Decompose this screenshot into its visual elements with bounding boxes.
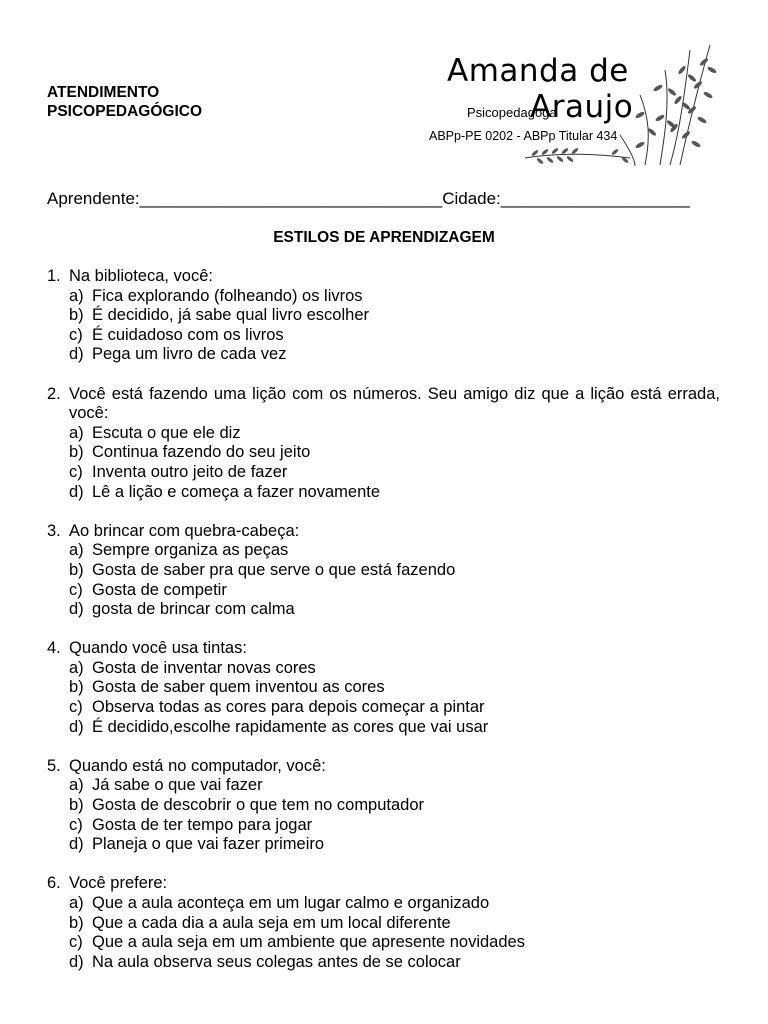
option-letter: c) [69, 325, 83, 344]
option-text: Já sabe o que vai fazer [92, 776, 263, 795]
question-text: Ao brincar com quebra-cabeça: [69, 521, 300, 540]
question-number: 4. [47, 639, 61, 658]
question-number: 5. [47, 756, 61, 775]
option-text: Gosta de saber pra que serve o que está fazendo [92, 560, 456, 579]
option-letter: a) [69, 658, 84, 677]
option-letter: a) [69, 541, 84, 560]
option-letter: d) [69, 482, 84, 501]
option-letter: c) [69, 815, 83, 834]
answer-option [69, 306, 720, 326]
answer-option [69, 483, 720, 503]
option-letter: a) [69, 776, 84, 795]
question-number: 1. [47, 267, 61, 285]
option-text: gosta de brincar com calma [92, 600, 295, 619]
answer-option [69, 953, 720, 973]
option-letter: d) [69, 600, 84, 619]
question-item [47, 267, 720, 365]
option-letter: a) [69, 423, 84, 442]
option-text: Fica explorando (folheando) os livros [92, 286, 363, 305]
option-letter: d) [69, 345, 84, 364]
option-letter: c) [69, 580, 83, 599]
answer-option [69, 581, 720, 601]
answer-option [69, 698, 720, 718]
option-text: Planeja o que vai fazer primeiro [92, 835, 325, 854]
learner-label: Aprendente: [47, 189, 140, 208]
option-text: Gosta de saber quem inventou as cores [92, 678, 385, 697]
brand-registration: ABPp-PE 0202 - ABPp Titular 434 [429, 129, 618, 143]
option-letter: a) [69, 894, 84, 912]
answer-option [69, 659, 720, 679]
learner-city-line [47, 189, 690, 209]
answer-option [69, 796, 720, 816]
option-letter: d) [69, 952, 84, 971]
question-stem [47, 757, 720, 777]
option-text: É decidido,escolhe rapidamente as cores que vai usar [92, 717, 489, 736]
answer-option [69, 914, 720, 934]
answer-option [69, 816, 720, 836]
answer-option [69, 443, 720, 463]
answer-option [69, 326, 720, 346]
option-text: Que a aula seja em um ambiente que apresente novidades [92, 933, 525, 952]
answer-option [69, 287, 720, 307]
question-text: Na biblioteca, você: [69, 267, 213, 285]
option-letter: b) [69, 913, 84, 932]
option-text: Gosta de competir [92, 580, 227, 599]
option-letter: b) [69, 678, 84, 697]
question-item [47, 385, 720, 503]
answer-option [69, 345, 720, 365]
option-letter: b) [69, 306, 84, 325]
answer-option [69, 541, 720, 561]
question-list [47, 267, 720, 992]
answer-option [69, 600, 720, 620]
question-stem [47, 639, 720, 659]
question-text: Você prefere: [69, 874, 168, 893]
brand-name-last: Araujo [530, 89, 634, 125]
option-text: É decidido, já sabe qual livro escolher [92, 306, 369, 325]
question-stem [47, 522, 720, 542]
answer-option [69, 424, 720, 444]
option-letter: a) [69, 286, 84, 305]
answer-option [69, 894, 720, 914]
question-item [47, 757, 720, 855]
option-text: Sempre organiza as peças [92, 541, 289, 560]
option-text: Que a aula aconteça em um lugar calmo e organizado [92, 894, 490, 912]
question-stem [47, 267, 720, 287]
answer-option [69, 776, 720, 796]
option-text: Na aula observa seus colegas antes de se colocar [92, 952, 461, 971]
option-text: Que a cada dia a aula seja em um local diferente [92, 913, 451, 932]
question-item [47, 874, 720, 972]
heading-line-2: PSICOPEDAGÓGICO [47, 103, 203, 120]
brand-logo [420, 40, 730, 170]
option-letter: d) [69, 717, 84, 736]
question-number: 3. [47, 521, 61, 540]
question-item [47, 639, 720, 737]
answer-option [69, 718, 720, 738]
question-item [47, 522, 720, 620]
option-letter: c) [69, 462, 83, 481]
question-text: Você está fazendo uma lição com os números. Seu amigo diz que a lição está errada, você: [69, 384, 720, 423]
option-letter: c) [69, 698, 83, 717]
option-text: Gosta de inventar novas cores [92, 658, 316, 677]
option-text: É cuidadoso com os livros [92, 325, 284, 344]
option-text: Gosta de ter tempo para jogar [92, 815, 313, 834]
answer-option [69, 933, 720, 953]
answer-option [69, 678, 720, 698]
question-number: 6. [47, 874, 61, 893]
option-text: Lê a lição e começa a fazer novamente [92, 482, 381, 501]
question-text: Quando você usa tintas: [69, 639, 247, 658]
answer-option [69, 561, 720, 581]
city-blank: ____________________ [500, 189, 690, 208]
brand-role: Psicopedagoga [467, 105, 557, 120]
option-letter: d) [69, 835, 84, 854]
question-number: 2. [47, 384, 61, 403]
option-letter: b) [69, 443, 84, 462]
option-text: Inventa outro jeito de fazer [92, 462, 288, 481]
option-letter: c) [69, 933, 83, 952]
option-letter: b) [69, 560, 84, 579]
option-letter: b) [69, 796, 84, 815]
option-text: Escuta o que ele diz [92, 423, 241, 442]
city-label: Cidade: [442, 189, 501, 208]
option-text: Continua fazendo do seu jeito [92, 443, 311, 462]
option-text: Gosta de descobrir o que tem no computador [92, 796, 425, 815]
question-stem [47, 385, 720, 424]
institution-heading [47, 83, 202, 121]
document-title: ESTILOS DE APRENDIZAGEM [273, 229, 495, 246]
heading-line-1: ATENDIMENTO [47, 84, 160, 101]
option-text: Pega um livro de cada vez [92, 345, 287, 364]
answer-option [69, 463, 720, 483]
question-stem [47, 874, 720, 894]
option-text: Observa todas as cores para depois começar a pintar [92, 698, 485, 717]
learner-blank: ________________________________ [139, 189, 443, 208]
brand-name-first: Amanda de [447, 53, 629, 89]
answer-option [69, 835, 720, 855]
question-text: Quando está no computador, você: [69, 756, 326, 775]
